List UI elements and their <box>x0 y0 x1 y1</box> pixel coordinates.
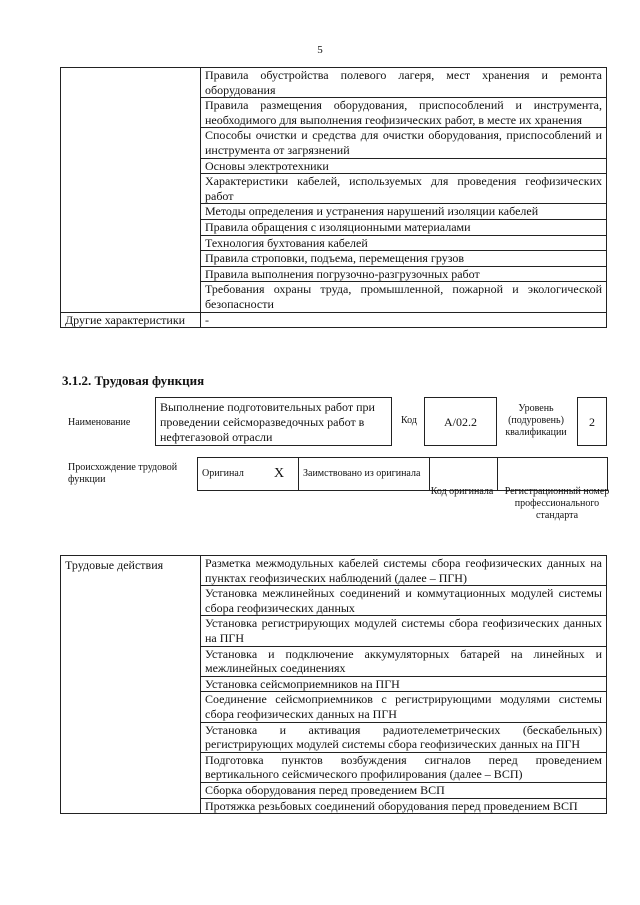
original-mark: X <box>260 458 299 491</box>
action-item: Установка сейсмоприемников на ПГН <box>201 676 607 692</box>
requirement-item: Технология бухтования кабелей <box>201 235 607 251</box>
requirement-item: Правила обустройства полевого лагеря, мест хранения и ремонта оборудования <box>201 68 607 98</box>
page-number: 5 <box>317 44 323 56</box>
action-item: Разметка межмодульных кабелей системы сбора геофизических данных на пунктах геофизических наблюдений (далее – ПГН) <box>201 556 607 586</box>
knowledge-label-cell <box>61 68 201 313</box>
code-caption: Код оригинала <box>430 486 494 497</box>
section-title: 3.1.2. Трудовая функция <box>62 373 205 388</box>
requirement-item: Правила обращения с изоляционными материалами <box>201 219 607 235</box>
requirement-item: Методы определения и устранения нарушений изоляции кабелей <box>201 204 607 220</box>
origin-label: Происхождение трудовой функции <box>68 462 178 485</box>
code-label: Код <box>401 415 417 426</box>
action-item: Подготовка пунктов возбуждения сигналов перед проведением вертикального сейсмического профилирования (далее – ВСП) <box>201 752 607 782</box>
action-item: Установка и подключение аккумуляторных батарей на линейных и межлинейных соединениях <box>201 646 607 676</box>
name-label: Наименование <box>68 417 131 428</box>
labor-actions-label: Трудовые действия <box>61 556 201 814</box>
action-item: Установка межлинейных соединений и коммутационных модулей системы сбора геофизических данных <box>201 586 607 616</box>
action-item: Сборка оборудования перед проведением ВСП <box>201 782 607 798</box>
requirement-item: Основы электротехники <box>201 158 607 174</box>
action-item: Установка и активация радиотелеметрических (бескабельных) регистрирующих модулей системы сбора геофизических данных на ПГН <box>201 722 607 752</box>
requirement-item: Способы очистки и средства для очистки оборудования, приспособлений и инструмента от загрязнений <box>201 128 607 158</box>
knowledge-table <box>60 67 607 328</box>
registration-caption: Регистрационный номер профессионального стандарта <box>504 486 610 521</box>
function-name-box: Выполнение подготовительных работ при проведении сейсморазведочных работ в нефтегазовой отрасли <box>155 397 392 446</box>
action-item: Протяжка резьбовых соединений оборудования перед проведением ВСП <box>201 798 607 814</box>
requirement-item: Правила строповки, подъема, перемещения грузов <box>201 251 607 267</box>
other-characteristics-value: - <box>201 312 607 328</box>
other-characteristics-label: Другие характеристики <box>61 312 201 328</box>
action-item: Соединение сейсмоприемников с регистрирующими модулями системы сбора геофизических данных на ПГН <box>201 692 607 722</box>
action-item: Установка регистрирующих модулей системы сбора геофизических данных на ПГН <box>201 616 607 646</box>
level-label: Уровень (подуровень) квалификации <box>505 403 567 438</box>
borrowed-label: Заимствовано из оригинала <box>299 458 430 491</box>
requirement-item: Характеристики кабелей, используемых для проведения геофизических работ <box>201 174 607 204</box>
labor-actions-table <box>60 555 607 814</box>
requirement-item: Правила выполнения погрузочно-разгрузочных работ <box>201 266 607 282</box>
function-code-box: A/02.2 <box>424 397 497 446</box>
requirement-item: Требования охраны труда, промышленной, пожарной и экологической безопасности <box>201 282 607 312</box>
requirement-item: Правила размещения оборудования, приспособлений и инструмента, необходимого для выполнения геофизических работ, в месте их хранения <box>201 98 607 128</box>
level-value-box: 2 <box>577 397 607 446</box>
original-label: Оригинал <box>198 458 261 491</box>
